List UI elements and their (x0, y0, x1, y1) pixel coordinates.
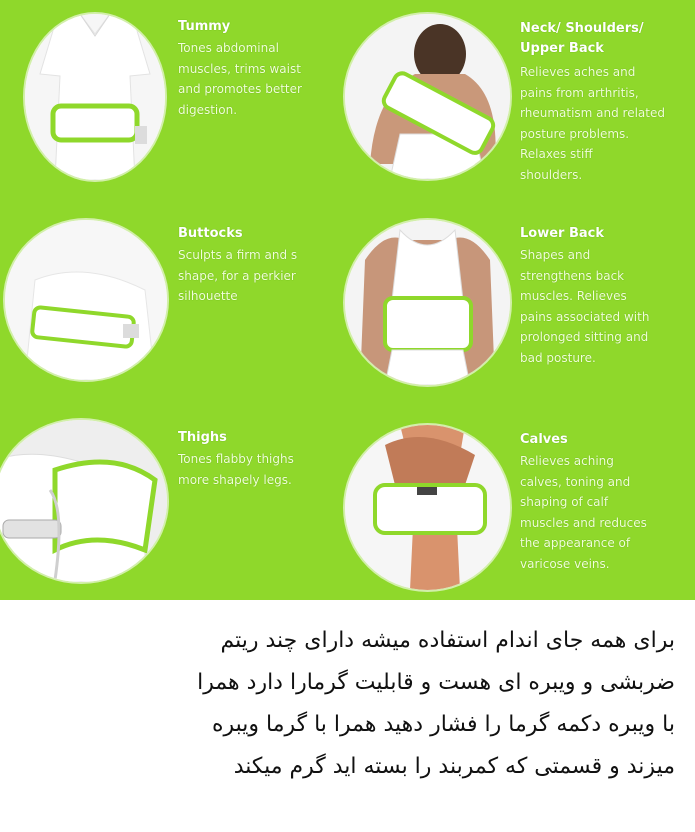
section-title-lower-back: Lower Back (520, 226, 605, 241)
thighs-photo (0, 420, 167, 582)
caption-line: با ویبره دکمه گرما را فشار دهید همرا با گرما ویبره (211, 712, 675, 737)
section-title-calves: Calves (520, 432, 568, 447)
section-desc-lower-back: Shapes and strengthens back muscles. Relieves pains associated with prolonged sitting and bad posture. (520, 248, 650, 365)
section-desc-calves: Relieves aching calves, toning and shaping of calf muscles and reduces the appearance of varicose veins. (520, 454, 647, 571)
persian-caption (20, 620, 675, 788)
caption-line: برای همه جای اندام استفاده میشه دارای چند ریتم (220, 628, 675, 653)
section-title-neck: Neck/ Shoulders/ Upper Back (520, 21, 644, 56)
calves-photo (345, 425, 510, 590)
section-title-buttocks: Buttocks (178, 226, 243, 241)
lower-back-photo (345, 220, 510, 385)
buttocks-photo (5, 220, 167, 380)
section-desc-tummy: Tones abdominal muscles, trims waist and promotes better digestion. (178, 41, 302, 117)
caption-line: میزند و قسمتی که کمربند را بسته اید گرم میکند (233, 754, 675, 779)
tummy-photo (25, 14, 165, 180)
caption-line: ضربشی و ویبره ای هست و قابلیت گرمارا دارد همرا (197, 670, 675, 695)
section-desc-neck: Relieves aches and pains from arthritis, rheumatism and related posture problems. Relaxes stiff shoulders. (520, 65, 665, 182)
section-title-thighs: Thighs (178, 430, 227, 445)
section-desc-thighs: Tones flabby thighs more shapely legs. (178, 452, 294, 487)
section-desc-buttocks: Sculpts a firm and s shape, for a perkier silhouette (178, 248, 298, 304)
shoulder-photo (345, 14, 510, 179)
section-title-tummy: Tummy (178, 19, 231, 34)
